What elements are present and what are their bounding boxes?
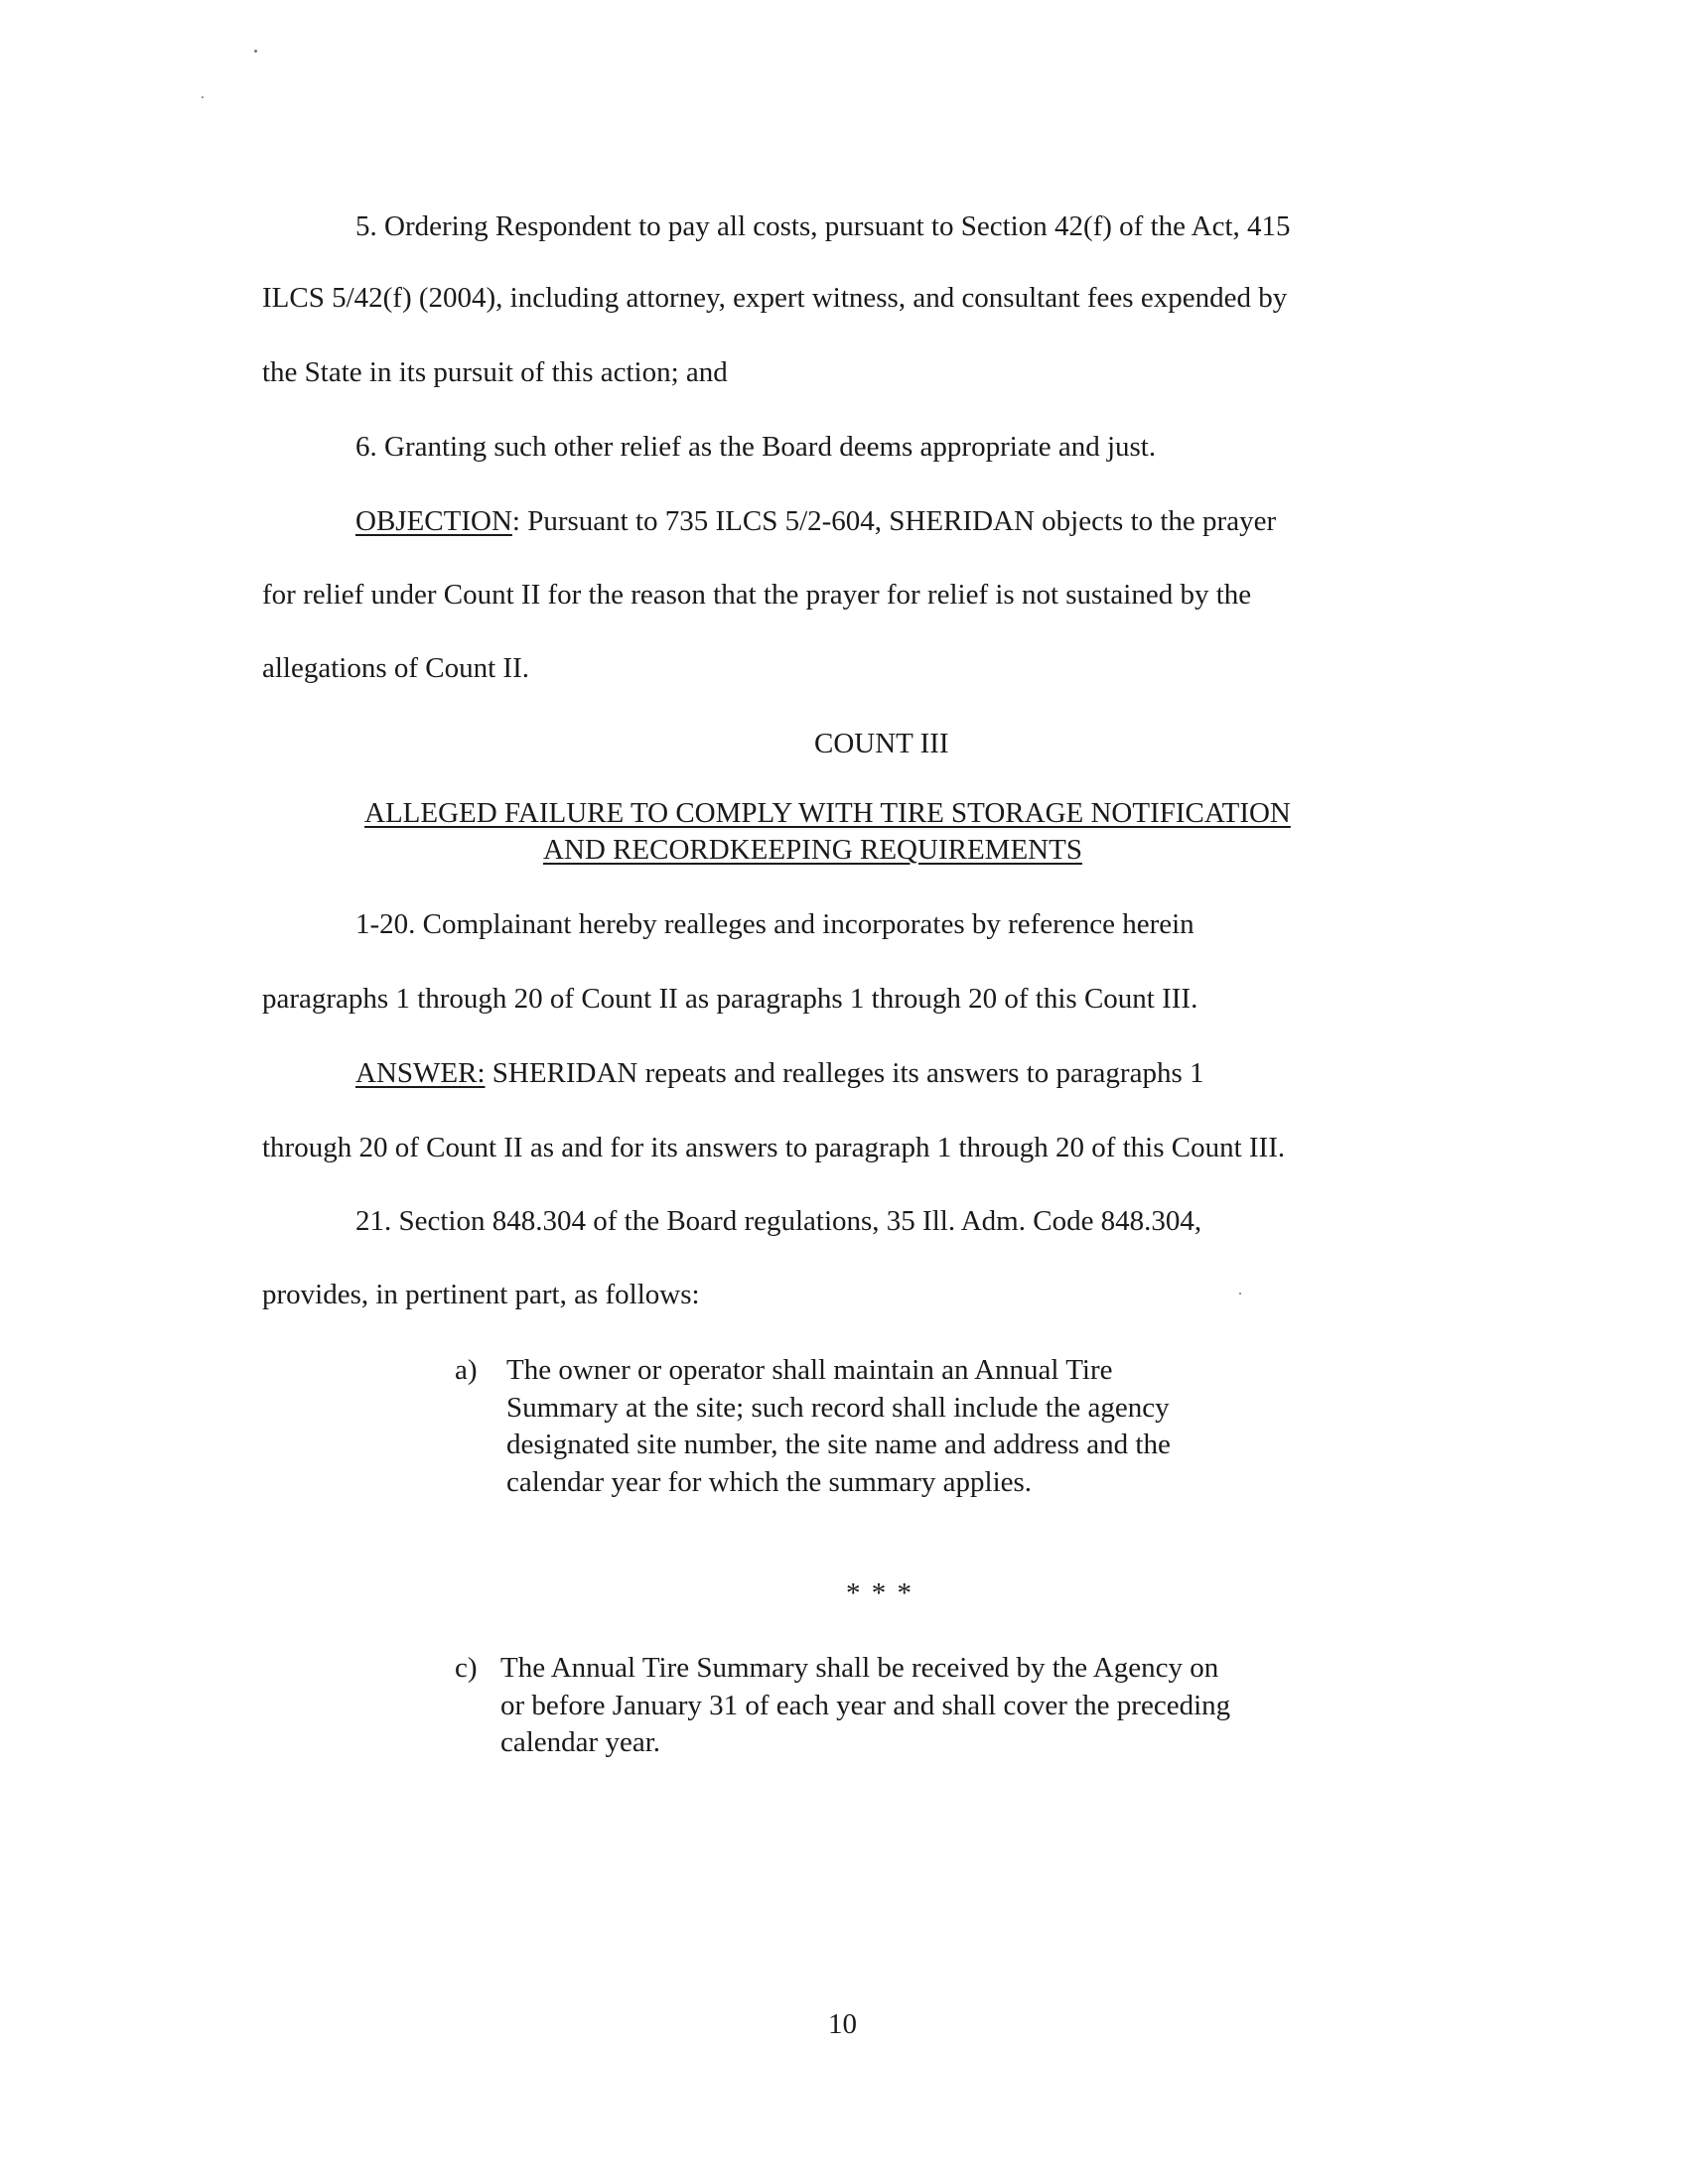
quote-c-marker: c)	[455, 1652, 478, 1684]
scan-speck	[1239, 1293, 1241, 1295]
count-heading: COUNT III	[814, 728, 949, 759]
scan-speck	[202, 96, 204, 98]
objection-text: : Pursuant to 735 ILCS 5/2-604, SHERIDAN objects to the prayer	[511, 505, 1277, 537]
objection-line-3: allegations of Count II.	[262, 652, 530, 684]
quote-item-c	[455, 1650, 1239, 1762]
paragraph-5-line-3: the State in its pursuit of this action; and	[262, 356, 728, 388]
count-subheading-line-1: ALLEGED FAILURE TO COMPLY WITH TIRE STORAGE NOTIFICATION	[364, 797, 1291, 829]
objection-line-2: for relief under Count II for the reason that the prayer for relief is not sustained by the	[262, 579, 1252, 611]
answer-line-1	[355, 1055, 1203, 1091]
count-subheading-line-2: AND RECORDKEEPING REQUIREMENTS	[543, 834, 1082, 866]
objection-label: OBJECTION	[355, 505, 512, 537]
page-number: 10	[828, 2008, 857, 2040]
quote-c-text: The Annual Tire Summary shall be received by the Agency on or before January 31 of each year and shall cover the preceding calendar year.	[500, 1652, 1231, 1758]
ellipsis: * * *	[846, 1577, 912, 1609]
answer-label: ANSWER:	[355, 1057, 486, 1089]
paragraph-1-20-line-2: paragraphs 1 through 20 of Count II as paragraphs 1 through 20 of this Count III.	[262, 983, 1198, 1015]
quote-a-marker: a)	[455, 1354, 478, 1386]
scan-speck	[254, 50, 257, 53]
paragraph-6: 6. Granting such other relief as the Board deems appropriate and just.	[355, 431, 1157, 463]
objection-line-1	[355, 503, 1276, 539]
paragraph-21-line-1: 21. Section 848.304 of the Board regulations, 35 Ill. Adm. Code 848.304,	[355, 1205, 1202, 1237]
paragraph-1-20-line-1: 1-20. Complainant hereby realleges and incorporates by reference herein	[355, 908, 1194, 940]
paragraph-5-line-1: 5. Ordering Respondent to pay all costs, pursuant to Section 42(f) of the Act, 415	[355, 210, 1291, 242]
paragraph-5-line-2: ILCS 5/42(f) (2004), including attorney, expert witness, and consultant fees expended by	[262, 282, 1288, 314]
paragraph-21-line-2: provides, in pertinent part, as follows:	[262, 1279, 700, 1310]
answer-text: SHERIDAN repeats and realleges its answers to paragraphs 1	[485, 1057, 1204, 1089]
quote-a-text: The owner or operator shall maintain an Annual Tire Summary at the site; such record shall include the agency designated site number, the site name and address and the calendar year for which the summary applies.	[506, 1354, 1171, 1498]
quote-item-a	[455, 1352, 1209, 1501]
answer-line-2: through 20 of Count II as and for its answers to paragraph 1 through 20 of this Count III.	[262, 1132, 1286, 1163]
